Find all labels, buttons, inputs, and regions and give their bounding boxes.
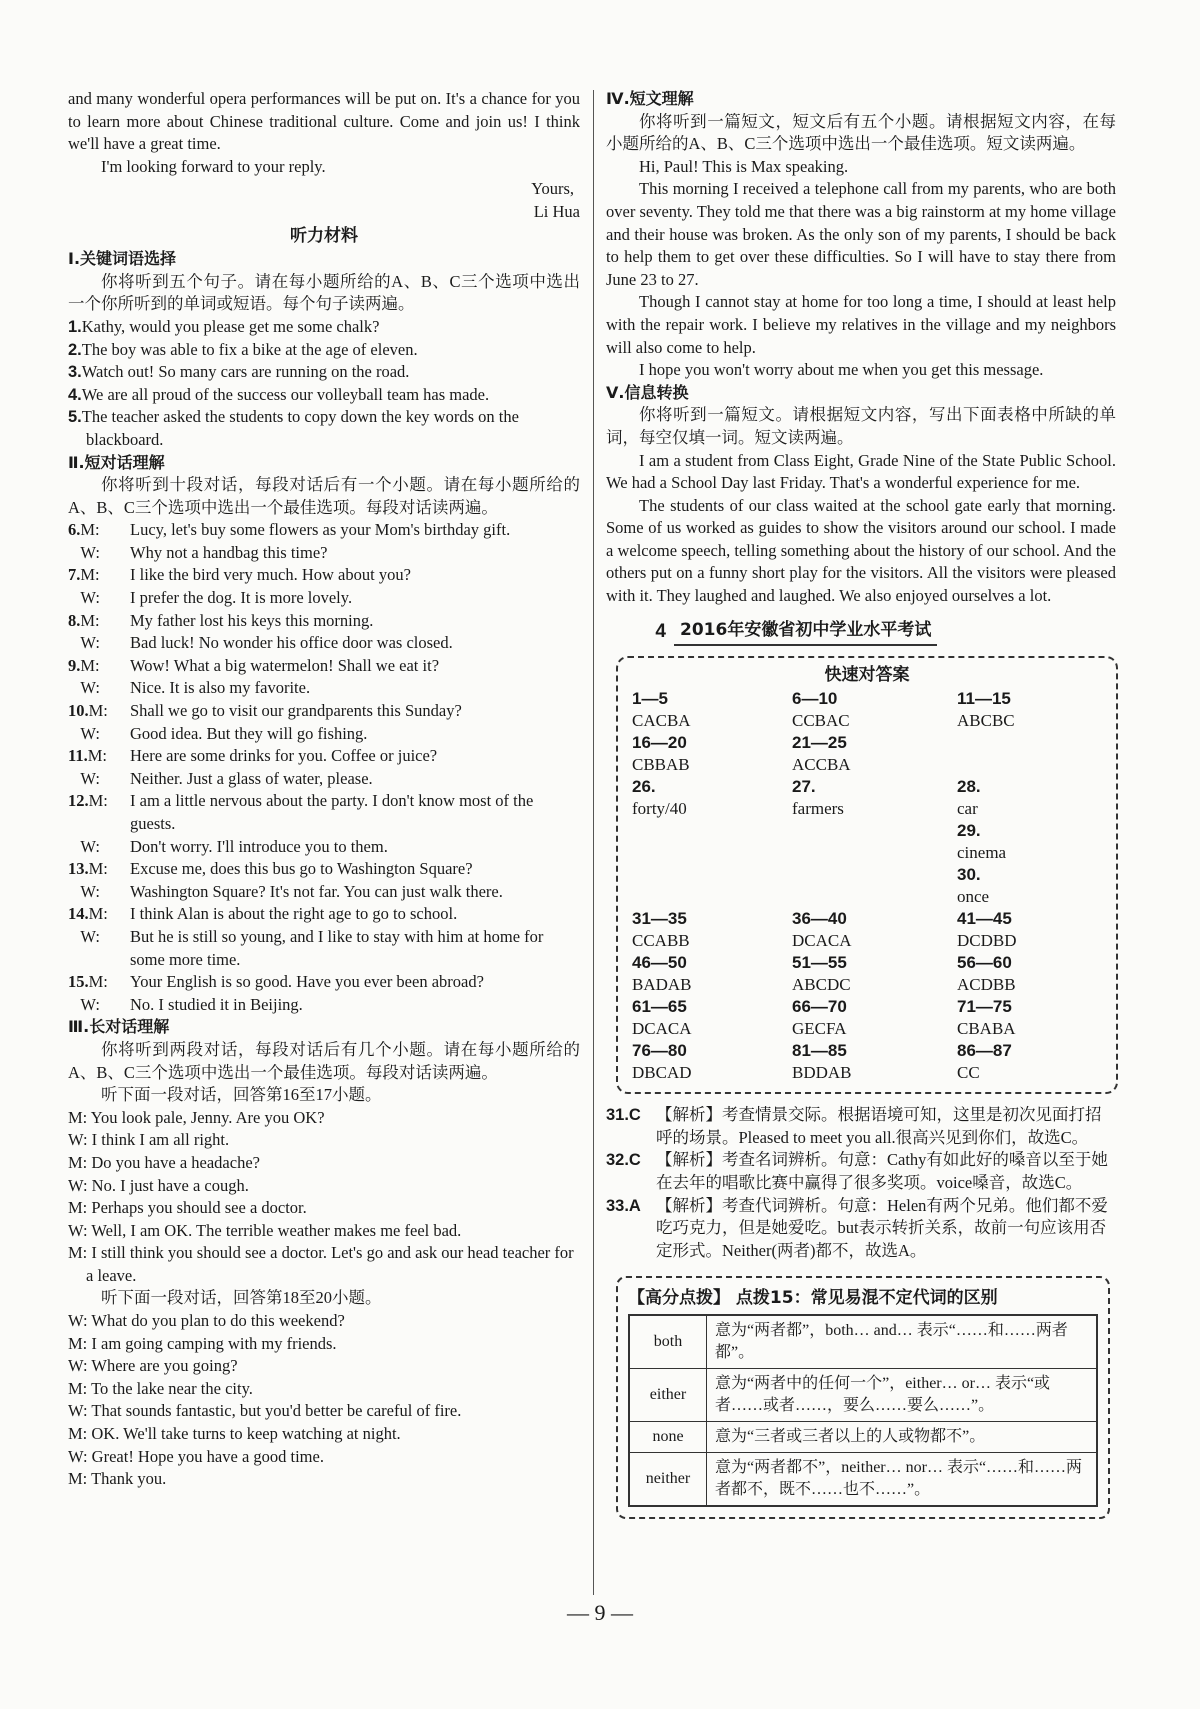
column-divider — [593, 90, 594, 1595]
speaker-label: W: — [68, 768, 100, 788]
answer-box-title: 快速对答案 — [824, 664, 910, 685]
pronoun-table — [628, 1314, 1098, 1507]
answer-row — [632, 776, 1102, 908]
dialog-text: Neither. Just a glass of water, please. — [130, 768, 373, 788]
section-title: Ⅱ.短对话理解 — [68, 452, 165, 472]
answer-cell — [632, 776, 792, 908]
answer-range: 21—25 — [792, 733, 847, 753]
dialog-line-m — [68, 790, 580, 835]
dialog-line-w — [68, 836, 580, 859]
table-value: 意为“两者都”，both… and… 表示“……和……两者都”。 — [707, 1315, 1098, 1369]
dialog-line — [68, 1378, 580, 1401]
item-number: 11. — [68, 746, 88, 766]
answer-cell — [957, 1040, 1107, 1084]
answer-range: 27. — [792, 777, 816, 797]
dialog-text: Excuse me, does this bus go to Washington Square? — [130, 859, 473, 879]
table-row — [629, 1315, 1097, 1369]
speaker-label: 10.M: — [68, 701, 108, 721]
dialog-text: Bad luck! No wonder his office door was closed. — [130, 633, 453, 653]
answer-row — [632, 908, 1102, 952]
sentence-item — [68, 339, 580, 362]
speaker-label: M: — [68, 1107, 88, 1127]
dialog-text: I think I am all right. — [91, 1130, 230, 1150]
item-text: We are all proud of the success our volleyball team has made. — [81, 384, 490, 404]
speaker-label: 15.M: — [68, 972, 108, 992]
passage-paragraph: I am a student from Class Eight, Grade Nine of the State Public School. We had a School Day last Friday. That's a wonderful experience for me. — [606, 450, 1116, 493]
speaker-label: M: — [68, 1424, 88, 1444]
answer-cell — [957, 776, 1107, 908]
speaker-label: W: — [68, 1130, 88, 1150]
dialog-list — [68, 519, 580, 1016]
dialog-text: Here are some drinks for you. Coffee or juice? — [130, 746, 438, 766]
answer-range: 61—65 — [632, 997, 687, 1017]
dialog-text: Your English is so good. Have you ever been abroad? — [130, 972, 484, 992]
answer-range: 56—60 — [957, 953, 1012, 973]
table-value: 意为“三者或三者以上的人或物都不”。 — [707, 1422, 1098, 1453]
speaker-label: W: — [68, 1175, 88, 1195]
item-text: The boy was able to fix a bike at the age of eleven. — [81, 339, 418, 359]
dialog-text: My father lost his keys this morning. — [130, 610, 374, 630]
answer-range: 1—5 — [632, 689, 668, 709]
dialog-line — [68, 1446, 580, 1469]
section-title: Ⅴ.信息转换 — [606, 382, 689, 402]
speaker-label: 11.M: — [68, 746, 107, 766]
passage-paragraph: This morning I received a telephone call from my parents, who are both over seventy. They told me that there was a big rainstorm at my home village and their house was broken. As the only son of my parents, I should be back to help them to get over these difficulties. So I will have to stay there from June 23 to 27. — [606, 179, 1116, 289]
dialog-line-w — [68, 723, 580, 746]
speaker-label: W: — [68, 1446, 88, 1466]
item-number: 3. — [68, 363, 82, 382]
speaker-label: 12.M: — [68, 791, 108, 811]
dialog-text: I think Alan is about the right age to go to school. — [130, 904, 458, 924]
dialog-line — [68, 1333, 580, 1356]
dialog-line-w — [68, 926, 580, 971]
dialog-text: I like the bird very much. How about you? — [130, 565, 411, 585]
answer-value: car — [957, 799, 978, 819]
speaker-label: W: — [68, 542, 100, 562]
answer-cell — [792, 688, 957, 732]
section-intro: 你将听到五个句子。请在每小题所给的A、B、C三个选项中选出一个你所听到的单词或短语。每个句子读两遍。 — [68, 271, 580, 314]
dialog-line-w — [68, 768, 580, 791]
answer-range: 46—50 — [632, 953, 687, 973]
table-key: neither — [629, 1453, 707, 1507]
dialog-line-m — [68, 858, 580, 881]
item-number: 8. — [68, 610, 81, 630]
part-intro: 听下面一段对话，回答第16至17小题。 — [101, 1085, 382, 1105]
dialog-text: OK. We'll take turns to keep watching at night. — [91, 1424, 401, 1444]
speaker-label: W: — [68, 994, 100, 1014]
answer-rows — [632, 688, 1102, 1084]
exam-heading — [606, 616, 1116, 650]
dialog-line-m — [68, 700, 580, 723]
table-row — [629, 1453, 1097, 1507]
answer-value: CCBAC — [792, 711, 850, 731]
dialog-text: Perhaps you should see a doctor. — [91, 1198, 307, 1218]
answer-cell — [632, 1040, 792, 1084]
speaker-label: W: — [68, 723, 100, 743]
answer-value: GECFA — [792, 1019, 847, 1039]
item-text: The teacher asked the students to copy down the key words on the blackboard. — [81, 407, 519, 449]
answer-row — [632, 1040, 1102, 1084]
dialog-text: Well, I am OK. The terrible weather makes me feel bad. — [91, 1220, 462, 1240]
speaker-label: W: — [68, 836, 100, 856]
item-number: 5. — [68, 408, 82, 427]
dialog-text: Good idea. But they will go fishing. — [130, 723, 368, 743]
answer-value: DCACA — [792, 931, 852, 951]
answer-range: 6—10 — [792, 689, 838, 709]
answer-cell — [632, 952, 792, 996]
dialog-line — [68, 1468, 580, 1491]
answer-cell — [792, 996, 957, 1040]
answer-range: 30. — [957, 865, 981, 885]
sentence-item — [68, 361, 580, 384]
answer-value: forty/40 — [632, 799, 687, 819]
answer-range: 51—55 — [792, 953, 847, 973]
dialog-text: Wow! What a big watermelon! Shall we eat it? — [130, 655, 440, 675]
speaker-label: M: — [68, 1378, 88, 1398]
answer-value: CBABA — [957, 1019, 1016, 1039]
answer-range: 71—75 — [957, 997, 1012, 1017]
dialog-line — [68, 1220, 580, 1243]
item-number: 1. — [68, 317, 82, 336]
dialog-text: Washington Square? It's not far. You can just walk there. — [130, 881, 503, 901]
section-title: Ⅳ.短文理解 — [606, 89, 694, 108]
speaker-label: W: — [68, 588, 100, 608]
dialog-text: Shall we go to visit our grandparents this Sunday? — [130, 701, 462, 721]
passage-paragraph: Though I cannot stay at home for too long a time, I should at least help with the repair work. I believe my relatives in the village and my neighbors will also come to help. — [606, 292, 1116, 357]
section-intro: 你将听到一篇短文，短文后有五个小题。请根据短文内容，在每小题所给的A、B、C三个选项中选出一个最佳选项。短文读两遍。 — [606, 111, 1116, 154]
answer-value: BADAB — [632, 975, 692, 995]
section-intro: 你将听到两段对话，每段对话后有几个小题。请在每小题所给的A、B、C三个选项中选出一个最佳选项。每段对话读两遍。 — [68, 1039, 580, 1082]
answer-range: 28. — [957, 777, 981, 797]
answer-row — [632, 996, 1102, 1040]
dialog-text: I prefer the dog. It is more lovely. — [130, 588, 353, 608]
dialog-text: Where are you going? — [91, 1356, 238, 1376]
speaker-label: 14.M: — [68, 904, 108, 924]
item-number: 10. — [68, 701, 89, 721]
speaker-label: 8.M: — [68, 610, 100, 630]
dialog-text: What do you plan to do this weekend? — [91, 1311, 345, 1331]
item-text: Kathy, would you please get me some chalk? — [81, 316, 380, 336]
item-number: 7. — [68, 565, 81, 585]
table-key: none — [629, 1422, 707, 1453]
answer-value: BDDAB — [792, 1063, 852, 1083]
table-row — [629, 1369, 1097, 1422]
dialog-text: No. I just have a cough. — [91, 1175, 249, 1195]
dialog-text: That sounds fantastic, but you'd better be careful of fire. — [91, 1401, 462, 1421]
section-title: Ⅲ.长对话理解 — [68, 1017, 170, 1037]
left-column — [68, 88, 580, 1491]
dialog-line-m — [68, 610, 580, 633]
answer-row — [632, 732, 1102, 776]
letter-paragraph: and many wonderful opera performances will be put on. It's a chance for you to learn more about Chinese traditional culture. Come and join us! I think we'll have a great time. — [68, 89, 580, 154]
dialog-line — [68, 1310, 580, 1333]
dialog-line — [68, 1129, 580, 1152]
dialog-line-w — [68, 542, 580, 565]
answer-value: DCACA — [632, 1019, 692, 1039]
answer-value: ACCBA — [792, 755, 851, 775]
answer-value: ABCBC — [957, 711, 1015, 731]
answer-cell — [957, 732, 1102, 776]
dialog-line-m — [68, 655, 580, 678]
table-value: 意为“两者中的任何一个”，either… or… 表示“或者……或者……，要么……要么……”。 — [707, 1369, 1098, 1422]
dialog-line — [68, 1400, 580, 1423]
dialog-line-m — [68, 745, 580, 768]
part-intro: 听下面一段对话，回答第18至20小题。 — [101, 1288, 382, 1308]
dialog-line-w — [68, 994, 580, 1017]
speaker-label: M: — [68, 1152, 88, 1172]
exam-number: 4 — [655, 621, 666, 643]
letter-closing: Yours, — [531, 179, 574, 199]
table-value: 意为“两者都不”，neither… nor… 表示“……和……两者都不，既不……也不……”。 — [707, 1453, 1098, 1507]
speaker-label: 7.M: — [68, 565, 100, 585]
answer-value: ABCDC — [792, 975, 851, 995]
sentence-item — [68, 384, 580, 407]
dialog-line — [68, 1355, 580, 1378]
explanation-text: 【解析】考查代词辨析。句意：Helen有两个兄弟。他们都不爱吃巧克力，但是她爱吃。but表示转折关系，故前一句应该用否定形式。Neither(两者)都不，故选A。 — [656, 1195, 1108, 1260]
dialog-text: To the lake near the city. — [91, 1378, 253, 1398]
dialog-line-w — [68, 881, 580, 904]
page-number: — 9 — — [567, 1600, 633, 1625]
letter-paragraph: I'm looking forward to your reply. — [101, 156, 326, 176]
table-key: both — [629, 1315, 707, 1369]
speaker-label: W: — [68, 926, 100, 946]
sentence-item — [68, 316, 580, 339]
answer-cell — [632, 996, 792, 1040]
dialog-text: But he is still so young, and I like to stay with him at home for some more time. — [130, 926, 544, 969]
answer-range: 36—40 — [792, 909, 847, 929]
exam-title: 2016年安徽省初中学业水平考试 — [674, 619, 937, 646]
dialog-line — [68, 1197, 580, 1220]
item-number: 4. — [68, 385, 82, 404]
speaker-label: M: — [68, 1469, 88, 1489]
answer-cell — [632, 908, 792, 952]
speaker-label: W: — [68, 1401, 88, 1421]
answer-value: DBCAD — [632, 1063, 692, 1083]
dialog-text: Do you have a headache? — [91, 1152, 260, 1172]
answer-range: 26. — [632, 777, 656, 797]
explanation-item — [606, 1195, 1116, 1263]
speaker-label: 9.M: — [68, 655, 100, 675]
item-number: 15. — [68, 972, 89, 992]
answer-row — [632, 952, 1102, 996]
speaker-label: W: — [68, 1311, 88, 1331]
answer-cell — [632, 732, 792, 776]
speaker-label: W: — [68, 881, 100, 901]
item-number: 2. — [68, 340, 82, 359]
dialog-line-w — [68, 677, 580, 700]
speaker-label: 13.M: — [68, 859, 108, 879]
answer-cell — [957, 952, 1107, 996]
section-title: Ⅰ.关键词语选择 — [68, 249, 177, 269]
dialog-text: I am a little nervous about the party. I don't know most of the guests. — [130, 791, 534, 833]
explanation-text: 【解析】考查名词辨析。句意：Cathy有如此好的嗓音以至于她在去年的唱歌比赛中赢得了很多奖项。voice嗓音，故选C。 — [656, 1150, 1108, 1193]
section-intro: 你将听到十段对话，每段对话后有一个小题。请在每小题所给的A、B、C三个选项中选出一个最佳选项。每段对话读两遍。 — [68, 475, 580, 517]
quick-answer-box — [616, 656, 1118, 1095]
section-intro: 你将听到一篇短文。请根据短文内容，写出下面表格中所缺的单词，每空仅填一词。短文读两遍。 — [606, 405, 1116, 447]
answer-cell — [792, 1040, 957, 1084]
item-number: 12. — [68, 791, 89, 811]
answer-cell — [957, 688, 1107, 732]
dialog-line — [68, 1152, 580, 1175]
speaker-label: W: — [68, 678, 100, 698]
explanation-text: 【解析】考查情景交际。根据语境可知，这里是初次见面打招呼的场景。Pleased to meet you all.很高兴见到你们，故选C。 — [656, 1105, 1102, 1147]
dialog-line-m — [68, 903, 580, 926]
answer-value: farmers — [792, 799, 844, 819]
dialog-text: Why not a handbag this time? — [130, 542, 328, 562]
speaker-label: M: — [68, 1198, 88, 1218]
answer-cell — [792, 776, 957, 908]
explanation-list — [606, 1104, 1116, 1262]
dialog-text: Nice. It is also my favorite. — [130, 678, 311, 698]
speaker-label: M: — [68, 1333, 88, 1353]
answer-row — [632, 688, 1102, 732]
passage-paragraph: Hi, Paul! This is Max speaking. — [639, 156, 849, 176]
answer-cell — [792, 908, 957, 952]
answer-cell — [632, 688, 792, 732]
item-text: Watch out! So many cars are running on the road. — [81, 362, 410, 382]
passage-paragraph: The students of our class waited at the school gate early that morning. Some of us worked as guides to show the visitors around our school. I made a welcome speech, telling something about the history of our school. And the others put on a funny short play for the visitors. All the visitors were pleased with it. They laughed and laughed. We also enjoyed ourselves a lot. — [606, 495, 1116, 606]
dialog-line-w — [68, 587, 580, 610]
answer-value: CCABB — [632, 931, 690, 951]
long-dialog — [68, 1107, 580, 1288]
dialog-text: No. I studied it in Beijing. — [130, 994, 303, 1014]
item-number: 6. — [68, 520, 81, 540]
item-number: 9. — [68, 655, 81, 675]
long-dialog — [68, 1310, 580, 1491]
item-number: 13. — [68, 859, 89, 879]
answer-range: 81—85 — [792, 1041, 847, 1061]
passage-paragraph: I hope you won't worry about me when you get this message. — [639, 360, 1044, 380]
dialog-text: Don't worry. I'll introduce you to them. — [130, 836, 388, 856]
answer-value: CC — [957, 1063, 980, 1083]
dialog-text: Great! Hope you have a good time. — [91, 1446, 324, 1466]
answer-cell — [957, 996, 1107, 1040]
explanation-number: 32.C — [606, 1151, 641, 1170]
tip-heading: 【高分点拨】 点拨15：常见易混不定代词的区别 — [628, 1288, 998, 1309]
answer-value: CACBA — [632, 711, 691, 731]
dialog-text: You look pale, Jenny. Are you OK? — [90, 1107, 325, 1127]
dialog-line — [68, 1242, 580, 1287]
dialog-line-m — [68, 564, 580, 587]
answer-range: 76—80 — [632, 1041, 687, 1061]
answer-range: 11—15 — [957, 689, 1011, 709]
sentence-list — [68, 316, 580, 452]
dialog-text: I still think you should see a doctor. Let's go and ask our head teacher for a leave. — [86, 1243, 574, 1285]
answer-cell — [792, 732, 957, 776]
answer-value: CBBAB — [632, 755, 690, 775]
dialog-line-w — [68, 632, 580, 655]
dialog-line-m — [68, 519, 580, 542]
answer-value: cinema — [957, 843, 1007, 863]
dialog-text: Lucy, let's buy some flowers as your Mom's birthday gift. — [130, 520, 511, 540]
answer-range: 16—20 — [632, 733, 687, 753]
answer-range: 29. — [957, 821, 981, 841]
speaker-label: W: — [68, 1356, 88, 1376]
answer-value: once — [957, 887, 990, 907]
answer-cell — [957, 908, 1107, 952]
answer-value: ACDBB — [957, 975, 1016, 995]
answer-range: 31—35 — [632, 909, 687, 929]
dialog-line — [68, 1423, 580, 1446]
speaker-label: W: — [68, 1220, 88, 1240]
letter-signature: Li Hua — [533, 201, 580, 221]
answer-cell — [792, 952, 957, 996]
tip-box — [616, 1276, 1110, 1519]
dialog-line-m — [68, 971, 580, 994]
answer-range: 86—87 — [957, 1041, 1012, 1061]
explanation-number: 33.A — [606, 1196, 641, 1215]
speaker-label: 6.M: — [68, 520, 100, 540]
explanation-item — [606, 1149, 1116, 1194]
speaker-label: W: — [68, 633, 100, 653]
table-row — [629, 1422, 1097, 1453]
dialog-text: Thank you. — [91, 1469, 167, 1489]
item-number: 14. — [68, 904, 89, 924]
dialog-line — [68, 1107, 580, 1130]
explanation-number: 31.C — [606, 1106, 641, 1125]
right-column — [606, 88, 1116, 1519]
answer-range: 41—45 — [957, 909, 1012, 929]
speaker-label: M: — [68, 1243, 88, 1263]
answer-value: DCDBD — [957, 931, 1017, 951]
dialog-text: I am going camping with my friends. — [91, 1333, 337, 1353]
listening-title: 听力材料 — [290, 225, 358, 246]
answer-range: 66—70 — [792, 997, 847, 1017]
dialog-line — [68, 1175, 580, 1198]
sentence-item — [68, 406, 580, 451]
table-key: either — [629, 1369, 707, 1422]
explanation-item — [606, 1104, 1116, 1149]
